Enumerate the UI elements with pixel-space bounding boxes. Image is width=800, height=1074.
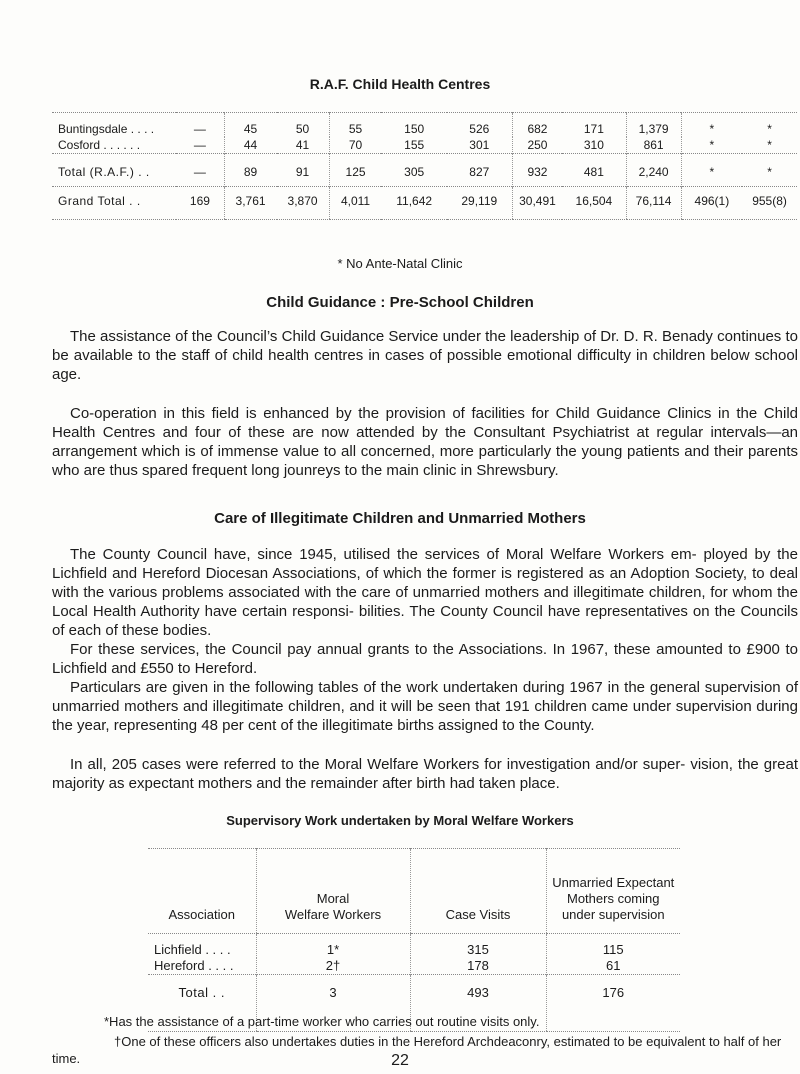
column-header <box>546 849 680 934</box>
cell: 310 <box>583 138 604 152</box>
cell: 315 <box>410 934 546 959</box>
paragraph: The assistance of the Council’s Child Guidance Service under the leadership of Dr. D. R. Benady continues to be available to the staff of child health centres in cases of possible emotional difficulty in children below school age. <box>52 328 798 383</box>
cell: 955(8) <box>742 187 797 220</box>
leader-dots: . . . . <box>116 138 141 152</box>
cell: 2† <box>256 958 410 975</box>
cell: * <box>681 137 742 154</box>
total-row <box>52 154 797 187</box>
leader-dots: . . . . <box>205 942 231 957</box>
table-row <box>52 113 797 137</box>
row-label: Buntingsdale <box>58 122 128 136</box>
header-line: under supervision <box>561 907 665 922</box>
row-label: Total (R.A.F.) <box>58 165 135 179</box>
cell: 91 <box>277 154 330 187</box>
cell: — <box>193 138 206 152</box>
cell: — <box>176 154 224 187</box>
cell: 61 <box>546 958 680 975</box>
column-header: Case Visits <box>410 849 546 934</box>
footnote: *Has the assistance of a part-time worker who carries out routine visits only. <box>104 1014 540 1029</box>
cell: 45 <box>224 113 277 137</box>
cell: 125 <box>329 154 381 187</box>
cell: 1* <box>256 934 410 959</box>
cell: 155 <box>404 138 425 152</box>
row-label: Hereford <box>154 958 205 973</box>
raf-child-health-centres-table <box>52 112 797 220</box>
cell: 89 <box>224 154 277 187</box>
cell: 115 <box>546 934 680 959</box>
cell: 70 <box>329 137 381 154</box>
column-header: Association <box>148 849 256 934</box>
header-line: Mothers coming <box>567 891 660 906</box>
cell: * <box>767 138 772 152</box>
table2-title: Supervisory Work undertaken by Moral Welfare Workers <box>226 813 574 828</box>
table-row <box>148 958 680 975</box>
leader-dots: . . <box>129 194 141 208</box>
leader-dots: . . <box>138 165 150 179</box>
leader-dots: . . . . <box>208 958 234 973</box>
paragraph: The County Council have, since 1945, utilised the services of Moral Welfare Workers em- ployed by the Lichfield and Hereford Diocesan Associations, of which the former is registered as an Adoption Society, to deal with the various problems associated with the care of unmarried mothers and illegitimate children, for whom the Local Health Authority have certain responsi- bilities. The County Council have representatives on the Councils of each of these bodies. <box>52 546 798 639</box>
cell: 55 <box>329 113 381 137</box>
cell: * <box>742 154 797 187</box>
page-number: 22 <box>391 1052 409 1069</box>
cell: * <box>767 122 772 136</box>
cell: * <box>681 113 742 137</box>
row-label: Lichfield <box>154 942 202 957</box>
cell: 3 <box>256 975 410 1032</box>
paragraph: Co-operation in this field is enhanced by the provision of facilities for Child Guidance Clinics in the Child Health Centres and four of these are now attended by the Consultant Psychiatrist at regular intervals—an arrangement which is of immense value to all concerned, more particularly the young patients and their parents who are thus spared frequent long jounreys to the main clinic in Shrewsbury. <box>52 405 798 479</box>
cell: 171 <box>583 122 604 136</box>
paragraph: In all, 205 cases were referred to the Moral Welfare Workers for investigation and/or super- vision, the great majority as expectant mothers and the remainder after birth had taken place. <box>52 756 798 792</box>
cell: 11,642 <box>381 187 446 220</box>
section-heading: Care of Illegitimate Children and Unmarried Mothers <box>214 510 586 527</box>
cell: 526 <box>469 122 490 136</box>
row-label: Cosford . . <box>58 138 114 152</box>
header-line: Unmarried Expectant <box>552 875 675 890</box>
header-line: Moral <box>316 891 350 906</box>
paragraph: Particulars are given in the following tables of the work undertaken during 1967 in the general supervision of unmarried mothers and illegitimate children, and it will be seen that 191 children came under supervision during the year, representing 48 per cent of the illegitimate births assigned to the County. <box>52 679 798 734</box>
header-row <box>148 849 680 934</box>
paragraph: For these services, the Council pay annual grants to the Associations. In 1967, these amounted to £900 to Lichfield and £550 to Hereford. <box>52 641 798 677</box>
table1-title: R.A.F. Child Health Centres <box>309 76 491 92</box>
cell: * <box>681 154 742 187</box>
cell: 176 <box>546 975 680 1032</box>
cell: 2,240 <box>626 154 681 187</box>
cell: 250 <box>512 137 562 154</box>
row-label: Total <box>178 985 209 1000</box>
cell: 50 <box>295 122 310 136</box>
cell: 169 <box>176 187 224 220</box>
cell: 301 <box>469 138 490 152</box>
row-label: Grand Total <box>58 194 126 208</box>
cell: 932 <box>512 154 562 187</box>
cell: 496(1) <box>681 187 742 220</box>
cell: 44 <box>224 137 277 154</box>
table1-note: * No Ante-Natal Clinic <box>337 256 463 271</box>
cell: 150 <box>404 122 425 136</box>
cell: 178 <box>410 958 546 975</box>
leader-dots: . . <box>212 985 225 1000</box>
cell: 3,761 <box>224 187 277 220</box>
grand-total-row <box>52 187 797 220</box>
cell: 1,379 <box>626 113 681 137</box>
cell: 3,870 <box>277 187 330 220</box>
cell: 76,114 <box>626 187 681 220</box>
leader-dots: . . . . <box>130 122 155 136</box>
cell: — <box>193 122 206 136</box>
cell: 493 <box>410 975 546 1032</box>
cell: 30,491 <box>512 187 562 220</box>
cell: 305 <box>381 154 446 187</box>
column-header <box>256 849 410 934</box>
table-row <box>148 934 680 959</box>
cell: 481 <box>562 154 626 187</box>
header-line: Welfare Workers <box>284 907 382 922</box>
section-heading: Child Guidance : Pre-School Children <box>266 294 534 311</box>
cell: 827 <box>447 154 512 187</box>
moral-welfare-table <box>148 848 680 1032</box>
cell: 41 <box>295 138 310 152</box>
cell: 682 <box>512 113 562 137</box>
table-row <box>52 137 797 154</box>
cell: 16,504 <box>562 187 626 220</box>
footnote: †One of these officers also undertakes duties in the Hereford Archdeaconry, estimated to be equivalent to half of her time. <box>52 1034 782 1066</box>
cell: 861 <box>626 137 681 154</box>
cell: 29,119 <box>447 187 512 220</box>
cell: 4,011 <box>329 187 381 220</box>
